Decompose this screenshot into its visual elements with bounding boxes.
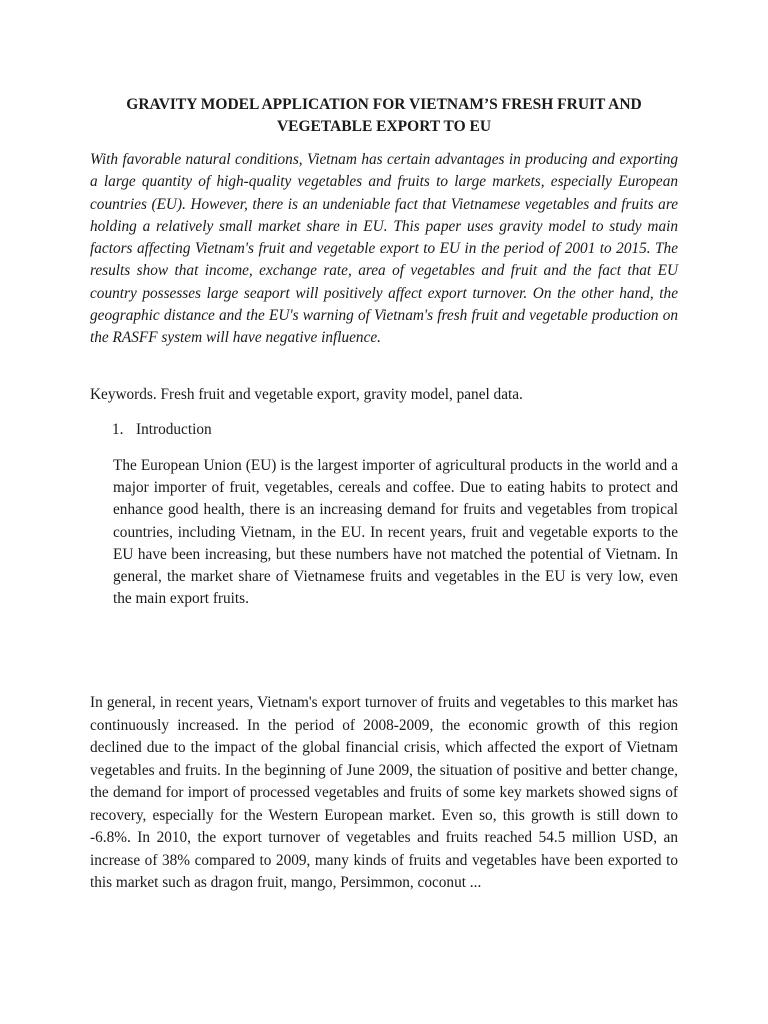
- abstract: With favorable natural conditions, Vietnam has certain advantages in producing and exporting a large quantity of high-quality vegetables and fruits to large markets, especially European countries (EU). However, there is an undeniable fact that Vietnamese vegetables and fruits are holding a relatively small market share in EU. This paper uses gravity model to study main factors affecting Vietnam's fruit and vegetable export to EU in the period of 2001 to 2015. The results show that income, exchange rate, area of vegetables and fruit and the fact that EU country possesses large seaport will positively affect export turnover. On the other hand, the geographic distance and the EU's warning of Vietnam's fresh fruit and vegetable production on the RASFF system will have negative influence.: [90, 151, 678, 347]
- body-paragraph: In general, in recent years, Vietnam's export turnover of fruits and vegetables to this market has continuously increased. In the period of 2008-2009, the economic growth of this region declined due to the impact of the global financial crisis, which affected the export of Vietnam vegetables and fruits. In the beginning of June 2009, the situation of positive and better change, the demand for import of processed vegetables and fruits of some key markets showed signs of recovery, especially for the Western European market. Even so, this growth is still down to -6.8%. In 2010, the export turnover of vegetables and fruits reached 54.5 million USD, an increase of 38% compared to 2009, many kinds of fruits and vegetables have been exported to this market such as dragon fruit, mango, Persimmon, coconut ...: [90, 694, 678, 891]
- page-title: GRAVITY MODEL APPLICATION FOR VIETNAM’S FRESH FRUIT AND VEGETABLE EXPORT TO EU: [126, 96, 642, 135]
- section-heading-introduction: [112, 419, 212, 441]
- section-title: Introduction: [136, 421, 212, 438]
- keywords: Keywords. Fresh fruit and vegetable export, gravity model, panel data.: [90, 386, 523, 403]
- intro-paragraph: The European Union (EU) is the largest importer of agricultural products in the world and a major importer of fruit, vegetables, cereals and coffee. Due to eating habits to protect and enhance good health, there is an increasing demand for fruits and vegetables from tropical countries, including Vietnam, in the EU. In recent years, fruit and vegetable exports to the EU have been increasing, but these numbers have not matched the potential of Vietnam. In general, the market share of Vietnamese fruits and vegetables in the EU is very low, even the main export fruits.: [113, 457, 678, 608]
- section-number: 1.: [112, 421, 124, 438]
